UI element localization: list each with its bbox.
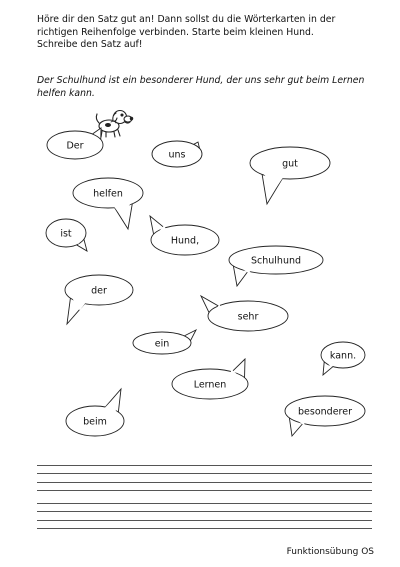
word-card-der[interactable]: [65, 275, 133, 324]
sentence: Der Schulhund ist ein besonderer Hund, der uns sehr gut beim Lernen helfen kann.: [37, 75, 365, 99]
word-card-hund[interactable]: [150, 216, 219, 255]
word-card-sehr[interactable]: [201, 296, 288, 331]
word-label: Schulhund: [250, 255, 302, 267]
word-label: ein: [154, 338, 170, 350]
word-card-uns[interactable]: [152, 141, 202, 167]
word-label: besonderer: [298, 406, 352, 418]
word-card-schulhund[interactable]: [229, 246, 323, 286]
word-card-beim[interactable]: [66, 389, 124, 436]
word-label: sehr: [237, 311, 259, 323]
word-label: der: [91, 285, 107, 297]
word-label: kann.: [329, 350, 357, 362]
instruction-line-3: Schreibe den Satz auf!: [37, 39, 143, 51]
word-card-ist[interactable]: [46, 219, 87, 251]
word-label: beim: [83, 416, 107, 428]
word-card-kann[interactable]: [321, 342, 365, 375]
word-card-besonderer[interactable]: [285, 396, 365, 436]
instruction-line-1: Höre dir den Satz gut an! Dann sollst du die Wörterkarten in der: [37, 14, 336, 25]
word-label: Hund,: [170, 235, 200, 247]
word-label: ist: [60, 228, 72, 240]
word-card-gut[interactable]: [250, 147, 330, 204]
word-label: gut: [282, 158, 298, 170]
word-label: helfen: [93, 188, 123, 200]
word-label: Der: [66, 140, 84, 152]
footer-label: Funktionsübung OS: [286, 547, 374, 557]
word-card-helfen[interactable]: [73, 178, 143, 229]
word-card-der-start[interactable]: [47, 128, 103, 159]
word-label: Lernen: [193, 379, 227, 391]
writing-lines-1: [37, 465, 372, 491]
instruction-line-2: richtigen Reihenfolge verbinden. Starte beim kleinen Hund.: [37, 26, 314, 38]
writing-lines-2: [37, 503, 372, 529]
word-label: uns: [168, 149, 186, 161]
word-card-ein[interactable]: [133, 330, 196, 354]
word-card-lernen[interactable]: [172, 359, 248, 399]
